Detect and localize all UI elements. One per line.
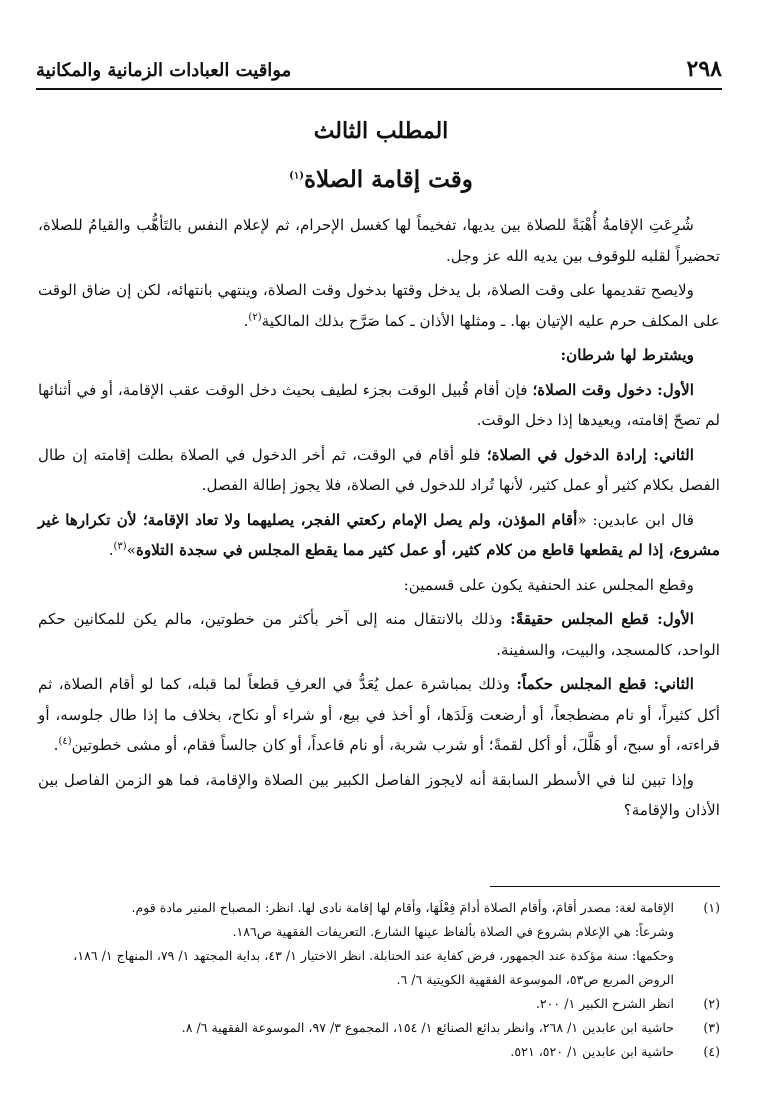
footnote-number: (٢) <box>703 996 720 1011</box>
quote-intro: قال ابن عابدين: « <box>577 510 695 529</box>
paragraph-end: . <box>108 541 114 559</box>
condition-label: الأول: دخول وقت الصلاة؛ <box>532 380 695 399</box>
division-label: الأول: قطع المجلس حقيقةً: <box>510 610 694 628</box>
page-header <box>36 56 722 90</box>
paragraph <box>38 505 720 566</box>
page-number: ٢٩٨ <box>686 56 722 82</box>
footnote-text: الإقامة لغة: مصدر أقامَ، وأقام الصلاة أدامَ فِعْلَهَا، وأقام لها إقامة نادى لها. انظر: المصباح المنير مادة قوم. <box>131 900 674 915</box>
footnote <box>38 1040 720 1064</box>
paragraph-text: ويشترط لها شرطان: <box>560 346 694 364</box>
footnote-text: وحكمها: سنة مؤكدة عند الجمهور، فرض كفاية عند الحنابلة. انظر الاختيار ١/ ٤٣، بداية المجتهد ١/ ٧٩، المنهاج ١/ ١٨٦، الروض المربع ص٥٣، الموسوعة الفقهية الكويتية ٦/ ٦. <box>73 948 674 987</box>
header-rule <box>36 88 722 90</box>
paragraph-text: شُرِعَتِ الإقامةُ أُهْبَةً للصلاة بين يديها، تفخيماً لها كغسل الإحرام، ثم لإعلام النفس بالتَأهُّب والقيامُ للصلاة، تحضيراً لقلبه للوقوف بين يديه الله عز وجل. <box>38 216 720 265</box>
footnote <box>38 992 720 1016</box>
footnote-ref: (١) <box>289 170 304 182</box>
subheading-text: وقت إقامة الصلاة <box>303 166 473 193</box>
paragraph-text: وذلك بمباشرة عمل يُعَدُّ في العرفِ قطعاً لما قبله، كما لو أقام الصلاة، ثم أكل كثيراً، أو نام مضطجعاً، أو أرضعت وَلَدَها، أو أخذ في بيع، أو شراء أو نكاح، بخلاف ما إذا طال جلوسه، أو قراءته، أو سبح، أو هَلَّلَ، أو أكل لقمةً؛ أو شرب شربة، أو نام قاعداً، أو كان جالساً فقام، أو مشى خطوتين <box>38 675 720 754</box>
footnote-ref: (٢) <box>248 311 262 323</box>
footnote-rule <box>490 886 720 887</box>
paragraph-text: وقطع المجلس عند الحنفية يكون على قسمين: <box>403 575 694 594</box>
section-subheading <box>0 166 762 193</box>
paragraph <box>38 570 720 601</box>
paragraph-text: وإذا تبين لنا في الأسطر السابقة أنه لايجوز الفاصل الكبير بين الصلاة والإقامة، فما هو الزمن الفاصل بين الأذان والإقامة؟ <box>38 770 720 819</box>
paragraph <box>38 210 720 271</box>
paragraph <box>38 275 720 336</box>
division-label: الثاني: قطع المجلس حكماً: <box>516 675 694 693</box>
footnote-number: (٤) <box>703 1044 720 1059</box>
paragraph-text: وذلك بالانتقال منه إلى آخر بأكثر من خطوتين، مالم يكن للمكانين حكم الواحد، كالمسجد، والبيت، والسفينة. <box>38 610 720 659</box>
paragraph-end: . <box>243 311 249 330</box>
paragraph-end: . <box>53 736 59 754</box>
body-text <box>38 210 720 830</box>
paragraph <box>38 340 720 371</box>
footnote-number: (١) <box>703 900 720 915</box>
paragraph-text: فإن أقام قُبيل الوقت بجزء لطيف بحيث دخل الوقت عقب الإقامة، أو في أثنائها لم تصحّ إقامته، ويعيدها إذا دخل الوقت. <box>38 380 720 429</box>
paragraph-text: ولايصح تقديمها على وقت الصلاة، بل يدخل وقتها بدخول وقت الصلاة، وينتهي بانتهائه، لكن إن ضاق الوقت على المكلف حرم عليه الإتيان بها. ـ ومثلها الأذان ـ كما صَرَّح بذلك المالكية <box>38 281 720 330</box>
footnote-ref: (٤) <box>58 735 72 747</box>
paragraph <box>38 375 720 436</box>
paragraph-text: فلو أقام في الوقت، ثم أخر الدخول في الصلاة بطلت إقامته إن طال الفصل بكلام كثير أو عمل كثير، لأنها تُراد للدخول في الصلاة، فلا يجوز إطالة الفصل. <box>38 445 720 494</box>
running-title: مواقيت العبادات الزمانية والمكانية <box>36 60 292 81</box>
footnote-text: حاشية ابن عابدين ١/ ٥٢٠، ٥٢١. <box>510 1044 674 1059</box>
footnote-text: انظر الشرح الكبير ١/ ٢٠٠. <box>535 996 674 1011</box>
paragraph <box>38 765 720 826</box>
footnote <box>38 1016 720 1040</box>
footnotes <box>38 896 720 1064</box>
condition-label: الثاني: إرادة الدخول في الصلاة؛ <box>486 445 694 464</box>
footnote-text: حاشية ابن عابدين ١/ ٢٦٨، وانظر بدائع الصنائع ١/ ١٥٤، المجموع ٣/ ٩٧، الموسوعة الفقهية ٦/ ٨. <box>181 1020 674 1035</box>
footnote <box>38 896 720 992</box>
paragraph <box>38 669 720 761</box>
quoted-text: أقام المؤذن، ولم يصل الإمام ركعتي الفجر، يصليهما ولا تعاد الإقامة؛ لأن تكرارها غير مشروع، إذا لم يقطعها قاطع من كلام كثير، أو عمل كثير مما يقطع المجلس في سجدة التلاوة <box>38 510 720 559</box>
paragraph <box>38 604 720 665</box>
footnote-ref: (٣) <box>113 540 127 552</box>
footnote-text: وشرعاً: هي الإعلام بشروع في الصلاة بألفاظ عينها الشارع. التعريفات الفقهية ص١٨٦. <box>232 924 674 939</box>
paragraph <box>38 440 720 501</box>
footnote-number: (٣) <box>703 1020 720 1035</box>
section-heading: المطلب الثالث <box>313 118 449 144</box>
quote-close: » <box>126 541 136 559</box>
